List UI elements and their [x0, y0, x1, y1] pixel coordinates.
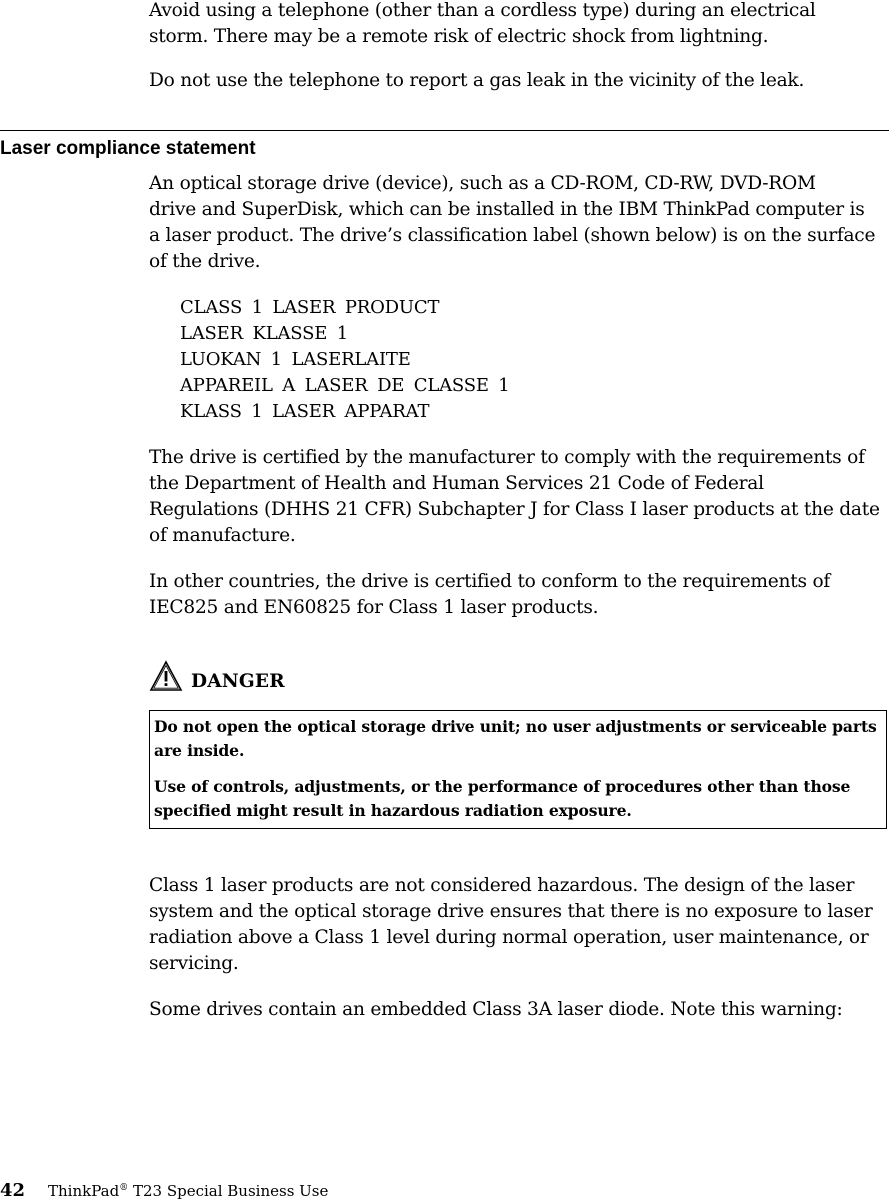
paragraph-gas-leak: Do not use the telephone to report a gas leak in the vicinity of the leak.: [149, 70, 805, 91]
classification-label: CLASS 1 LASER PRODUCT: [180, 297, 440, 318]
classification-label-list: [180, 295, 510, 425]
danger-text-radiation: Use of controls, adjustments, or the performance of procedures other than those specified might result in hazardous radiation exposure.: [154, 777, 851, 820]
page-number: 42: [0, 1180, 26, 1201]
paragraph-optical-drive: An optical storage drive (device), such as a CD-ROM, CD-RW, DVD-ROM drive and SuperDisk, which can be installed in the IBM ThinkPad computer is a laser product. The drive’s classification label (shown below) is on the surface of the drive.: [149, 173, 876, 272]
paragraph-class1-hazard: Class 1 laser products are not considered hazardous. The design of the laser system and the optical storage drive ensures that there is no exposure to laser radiation above a Class 1 level during normal operation, user maintenance, or servicing.: [149, 875, 873, 974]
paragraph-telephone-storm: Avoid using a telephone (other than a cordless type) during an electrical storm. There may be a remote risk of electric shock from lightning.: [149, 0, 816, 47]
danger-label: DANGER: [191, 670, 285, 692]
footer-title: [48, 1182, 328, 1200]
paragraph-certification: The drive is certified by the manufacturer to comply with the requirements of the Department of Health and Human Services 21 Code of Federal Regulations (DHHS 21 CFR) Subchapter J for Class I laser products at the date of manufacture.: [149, 447, 880, 546]
classification-label: LASER KLASSE 1: [180, 323, 348, 344]
section-heading: Laser compliance statement: [0, 138, 256, 159]
footer-product: ThinkPad: [48, 1182, 120, 1200]
danger-text-no-user-parts: Do not open the optical storage drive unit; no user adjustments or serviceable parts are inside.: [154, 717, 877, 760]
footer-title-rest: T23 Special Business Use: [128, 1182, 329, 1200]
danger-notice-header: [149, 658, 285, 694]
paragraph-class3a-warning: Some drives contain an embedded Class 3A laser diode. Note this warning:: [149, 999, 843, 1020]
classification-label: KLASS 1 LASER APPARAT: [180, 401, 430, 422]
page-footer: [0, 1180, 328, 1201]
section-divider: [0, 130, 889, 131]
classification-label: LUOKAN 1 LASERLAITE: [180, 349, 411, 370]
warning-triangle-icon: [149, 660, 183, 692]
danger-box: [149, 710, 887, 829]
registered-mark: ®: [119, 1183, 129, 1193]
paragraph-other-countries: In other countries, the drive is certified to conform to the requirements of IEC825 and EN60825 for Class 1 laser products.: [149, 571, 831, 618]
classification-label: APPAREIL A LASER DE CLASSE 1: [180, 375, 510, 396]
